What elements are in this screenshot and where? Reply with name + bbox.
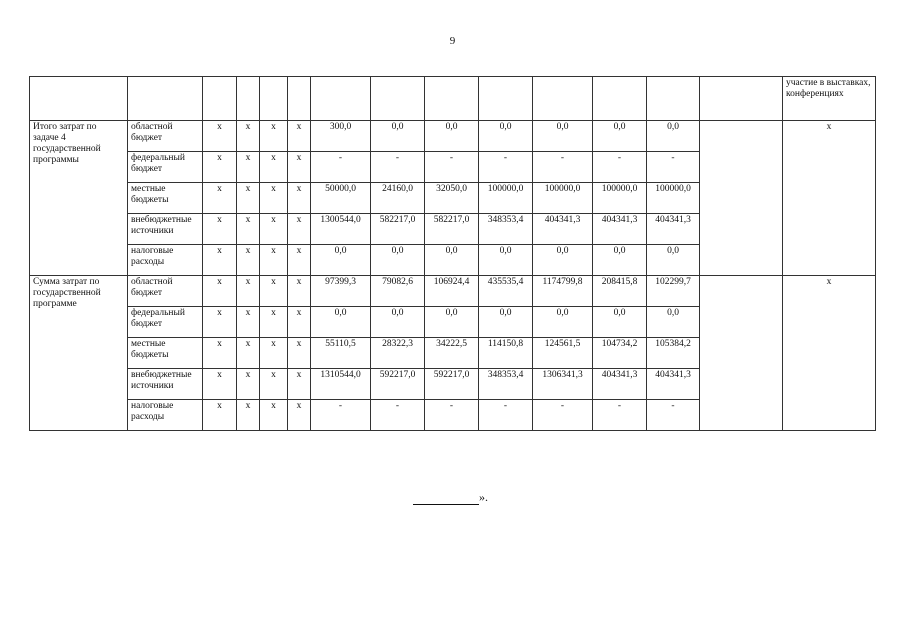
funding-source-cell: федеральный бюджет bbox=[128, 307, 203, 338]
value-cell: 79082,6 bbox=[371, 276, 425, 307]
value-cell: - bbox=[311, 400, 371, 431]
funding-source-cell: налоговые расходы bbox=[128, 400, 203, 431]
mark-cell: х bbox=[203, 338, 237, 369]
empty-cell bbox=[700, 276, 783, 431]
funding-source-cell: внебюджетные источники bbox=[128, 369, 203, 400]
mark-cell: х bbox=[260, 369, 288, 400]
group-label-cell: Сумма затрат по государственной программе bbox=[30, 276, 128, 431]
value-cell: 0,0 bbox=[479, 307, 533, 338]
mark-cell: х bbox=[237, 183, 260, 214]
value-cell: - bbox=[311, 152, 371, 183]
value-cell: 208415,8 bbox=[593, 276, 647, 307]
header-cell bbox=[203, 77, 237, 121]
mark-cell: х bbox=[203, 400, 237, 431]
value-cell: 0,0 bbox=[647, 307, 700, 338]
mark-cell: х bbox=[237, 276, 260, 307]
footer-mark bbox=[413, 490, 488, 505]
value-cell: 105384,2 bbox=[647, 338, 700, 369]
mark-cell: х bbox=[203, 121, 237, 152]
value-cell: - bbox=[479, 400, 533, 431]
value-cell: 404341,3 bbox=[593, 369, 647, 400]
funding-source-cell: федеральный бюджет bbox=[128, 152, 203, 183]
value-cell: - bbox=[479, 152, 533, 183]
value-cell: - bbox=[533, 400, 593, 431]
value-cell: 0,0 bbox=[425, 307, 479, 338]
value-cell: 97399,3 bbox=[311, 276, 371, 307]
value-cell: 1174799,8 bbox=[533, 276, 593, 307]
value-cell: 34222,5 bbox=[425, 338, 479, 369]
funding-source-cell: областной бюджет bbox=[128, 121, 203, 152]
mark-cell: х bbox=[260, 121, 288, 152]
value-cell: 104734,2 bbox=[593, 338, 647, 369]
header-cell bbox=[128, 77, 203, 121]
value-cell: - bbox=[647, 152, 700, 183]
value-cell: 28322,3 bbox=[371, 338, 425, 369]
value-cell: - bbox=[593, 400, 647, 431]
mark-cell: х bbox=[237, 307, 260, 338]
value-cell: 100000,0 bbox=[533, 183, 593, 214]
mark-cell: х bbox=[288, 152, 311, 183]
value-cell: 348353,4 bbox=[479, 214, 533, 245]
mark-cell: х bbox=[237, 369, 260, 400]
header-cell bbox=[260, 77, 288, 121]
value-cell: - bbox=[371, 152, 425, 183]
value-cell: 582217,0 bbox=[371, 214, 425, 245]
empty-cell bbox=[700, 121, 783, 276]
header-cell bbox=[311, 77, 371, 121]
value-cell: - bbox=[371, 400, 425, 431]
mark-cell: х bbox=[288, 214, 311, 245]
funding-source-cell: налоговые расходы bbox=[128, 245, 203, 276]
mark-cell: х bbox=[288, 276, 311, 307]
result-cell: х bbox=[783, 276, 876, 431]
mark-cell: х bbox=[288, 307, 311, 338]
value-cell: 32050,0 bbox=[425, 183, 479, 214]
value-cell: 124561,5 bbox=[533, 338, 593, 369]
mark-cell: х bbox=[288, 400, 311, 431]
mark-cell: х bbox=[203, 183, 237, 214]
mark-cell: х bbox=[203, 307, 237, 338]
value-cell: 1310544,0 bbox=[311, 369, 371, 400]
value-cell: - bbox=[533, 152, 593, 183]
mark-cell: х bbox=[203, 245, 237, 276]
value-cell: 1300544,0 bbox=[311, 214, 371, 245]
mark-cell: х bbox=[203, 152, 237, 183]
mark-cell: х bbox=[203, 214, 237, 245]
mark-cell: х bbox=[260, 307, 288, 338]
value-cell: - bbox=[425, 152, 479, 183]
value-cell: 0,0 bbox=[593, 245, 647, 276]
value-cell: 24160,0 bbox=[371, 183, 425, 214]
value-cell: 0,0 bbox=[371, 245, 425, 276]
value-cell: 404341,3 bbox=[533, 214, 593, 245]
mark-cell: х bbox=[237, 338, 260, 369]
mark-cell: х bbox=[237, 152, 260, 183]
value-cell: - bbox=[593, 152, 647, 183]
value-cell: 0,0 bbox=[371, 307, 425, 338]
header-cell bbox=[425, 77, 479, 121]
mark-cell: х bbox=[260, 214, 288, 245]
value-cell: 55110,5 bbox=[311, 338, 371, 369]
value-cell: 0,0 bbox=[311, 245, 371, 276]
mark-cell: х bbox=[260, 400, 288, 431]
value-cell: - bbox=[425, 400, 479, 431]
value-cell: 0,0 bbox=[533, 121, 593, 152]
header-cell bbox=[700, 77, 783, 121]
group-label-cell: Итого затрат по задаче 4 государственной программы bbox=[30, 121, 128, 276]
funding-source-cell: внебюджетные источники bbox=[128, 214, 203, 245]
value-cell: 0,0 bbox=[425, 121, 479, 152]
header-cell bbox=[647, 77, 700, 121]
value-cell: 404341,3 bbox=[647, 369, 700, 400]
mark-cell: х bbox=[260, 276, 288, 307]
value-cell: 114150,8 bbox=[479, 338, 533, 369]
mark-cell: х bbox=[237, 121, 260, 152]
value-cell: 435535,4 bbox=[479, 276, 533, 307]
value-cell: 100000,0 bbox=[479, 183, 533, 214]
header-cell bbox=[371, 77, 425, 121]
value-cell: 0,0 bbox=[533, 245, 593, 276]
mark-cell: х bbox=[288, 338, 311, 369]
value-cell: 0,0 bbox=[479, 245, 533, 276]
value-cell: 0,0 bbox=[479, 121, 533, 152]
value-cell: 106924,4 bbox=[425, 276, 479, 307]
mark-cell: х bbox=[237, 214, 260, 245]
funding-source-cell: областной бюджет bbox=[128, 276, 203, 307]
value-cell: 582217,0 bbox=[425, 214, 479, 245]
table-row bbox=[30, 276, 876, 307]
mark-cell: х bbox=[288, 245, 311, 276]
header-cell bbox=[533, 77, 593, 121]
mark-cell: х bbox=[260, 152, 288, 183]
signature-line bbox=[413, 492, 479, 505]
value-cell: 0,0 bbox=[593, 307, 647, 338]
mark-cell: х bbox=[288, 121, 311, 152]
result-cell: х bbox=[783, 121, 876, 276]
value-cell: 0,0 bbox=[593, 121, 647, 152]
table-header-row bbox=[30, 77, 876, 121]
header-cell bbox=[593, 77, 647, 121]
value-cell: 592217,0 bbox=[371, 369, 425, 400]
value-cell: 0,0 bbox=[533, 307, 593, 338]
header-cell bbox=[30, 77, 128, 121]
value-cell: 50000,0 bbox=[311, 183, 371, 214]
value-cell: 404341,3 bbox=[647, 214, 700, 245]
value-cell: 1306341,3 bbox=[533, 369, 593, 400]
value-cell: 100000,0 bbox=[593, 183, 647, 214]
table-row bbox=[30, 121, 876, 152]
value-cell: 0,0 bbox=[647, 121, 700, 152]
mark-cell: х bbox=[288, 369, 311, 400]
mark-cell: х bbox=[237, 400, 260, 431]
value-cell: 592217,0 bbox=[425, 369, 479, 400]
mark-cell: х bbox=[203, 369, 237, 400]
header-last-col: участие в выставках, конференциях bbox=[783, 77, 876, 121]
funding-source-cell: местные бюджеты bbox=[128, 183, 203, 214]
value-cell: - bbox=[647, 400, 700, 431]
value-cell: 300,0 bbox=[311, 121, 371, 152]
mark-cell: х bbox=[288, 183, 311, 214]
header-cell bbox=[237, 77, 260, 121]
value-cell: 102299,7 bbox=[647, 276, 700, 307]
value-cell: 404341,3 bbox=[593, 214, 647, 245]
mark-cell: х bbox=[203, 276, 237, 307]
page-number: 9 bbox=[449, 35, 456, 47]
header-cell bbox=[479, 77, 533, 121]
value-cell: 0,0 bbox=[371, 121, 425, 152]
footer-text: ». bbox=[479, 490, 488, 504]
mark-cell: х bbox=[237, 245, 260, 276]
funding-source-cell: местные бюджеты bbox=[128, 338, 203, 369]
value-cell: 348353,4 bbox=[479, 369, 533, 400]
mark-cell: х bbox=[260, 245, 288, 276]
value-cell: 100000,0 bbox=[647, 183, 700, 214]
mark-cell: х bbox=[260, 183, 288, 214]
header-cell bbox=[288, 77, 311, 121]
budget-table bbox=[29, 76, 876, 431]
mark-cell: х bbox=[260, 338, 288, 369]
value-cell: 0,0 bbox=[311, 307, 371, 338]
value-cell: 0,0 bbox=[425, 245, 479, 276]
value-cell: 0,0 bbox=[647, 245, 700, 276]
